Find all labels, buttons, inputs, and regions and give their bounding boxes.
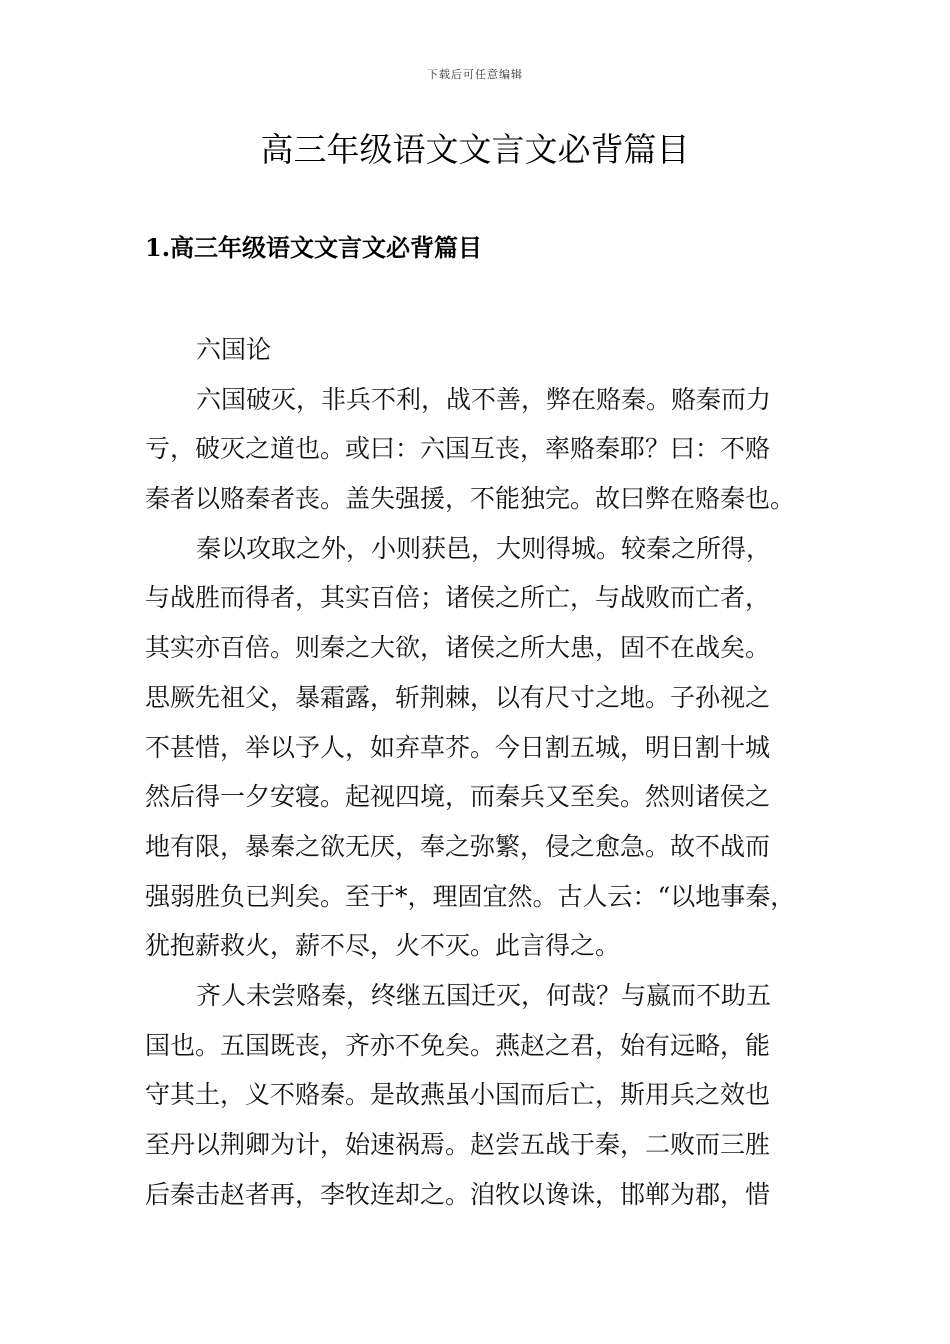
text-line: 齐人未尝赂秦，终继五国迁灭，何哉？与嬴而不助五 — [196, 980, 772, 1010]
text-line: 后秦击赵者再，李牧连却之。洎牧以谗诛，邯郸为郡，惜 — [145, 1179, 771, 1209]
text-line: 秦者以赂秦者丧。盖失强援，不能独完。故曰弊在赂秦也。 — [145, 484, 796, 514]
section-heading: 1.高三年级语文文言文必背篇目 — [145, 233, 483, 262]
text-line: 国也。五国既丧，齐亦不免矣。燕赵之君，始有远略，能 — [145, 1030, 771, 1060]
text-line: 守其土，义不赂秦。是故燕虽小国而后亡，斯用兵之效也 — [145, 1080, 771, 1110]
text-line: 亏，破灭之道也。或曰：六国互丧，率赂秦耶？曰：不赂 — [145, 434, 771, 464]
text-line: 六国破灭，非兵不利，战不善，弊在赂秦。赂秦而力 — [196, 384, 772, 414]
essay-title: 六国论 — [196, 335, 272, 364]
document-title: 高三年级语文文言文必背篇目 — [260, 130, 690, 169]
text-line: 然后得一夕安寝。起视四境，而秦兵又至矣。然则诸侯之 — [145, 782, 771, 812]
text-line: 不甚惜，举以予人，如弃草芥。今日割五城，明日割十城 — [145, 732, 771, 762]
header-note: 下载后可任意编辑 — [427, 68, 523, 81]
text-line: 地有限，暴秦之欲无厌，奉之弥繁，侵之愈急。故不战而 — [145, 831, 771, 861]
body-text — [145, 330, 825, 1224]
text-line: 其实亦百倍。则秦之大欲，诸侯之所大患，固不在战矣。 — [145, 633, 771, 663]
text-line: 与战胜而得者，其实百倍；诸侯之所亡，与战败而亡者， — [145, 583, 771, 613]
text-line: 思厥先祖父，暴霜露，斩荆棘，以有尺寸之地。子孙视之 — [145, 682, 771, 712]
text-line: 至丹以荆卿为计，始速祸焉。赵尝五战于秦，二败而三胜 — [145, 1130, 771, 1159]
text-line: 秦以攻取之外，小则获邑，大则得城。较秦之所得， — [196, 533, 772, 563]
text-line: 强弱胜负已判矣。至于*，理固宜然。古人云：“以地事秦， — [145, 881, 796, 911]
text-line: 犹抱薪救火，薪不尽，火不灭。此言得之。 — [145, 931, 621, 961]
